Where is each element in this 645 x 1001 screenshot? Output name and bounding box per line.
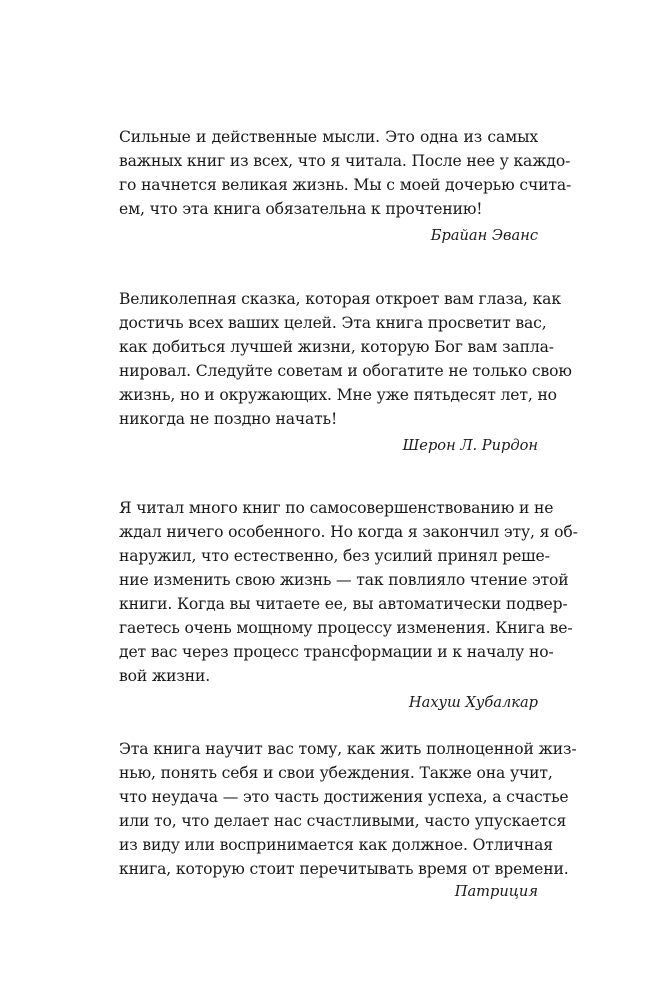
review-author: Патриция (454, 883, 538, 900)
review-line: или то, что делает нас счастливыми, часто упускается (119, 812, 567, 830)
review-line: ем, что эта книга обязательна к прочтению! (119, 200, 483, 218)
review-text (119, 496, 578, 688)
review-2 (119, 287, 572, 457)
review-author: Брайан Эванс (430, 227, 538, 244)
review-line: достичь всех ваших целей. Эта книга просветит вас, (119, 314, 547, 332)
review-line: как добиться лучшей жизни, которую Бог вам запла- (119, 338, 554, 356)
review-line: го начнется великая жизнь. Мы с моей дочерью счита- (119, 176, 572, 194)
review-text (119, 737, 577, 881)
review-line: никогда не поздно начать! (119, 410, 338, 428)
review-line: нировал. Следуйте советам и обогатите не только свою (119, 362, 572, 380)
review-text (119, 287, 572, 431)
review-3 (119, 496, 578, 714)
review-line: что неудача — это часть достижения успеха, а счастье (119, 788, 569, 806)
review-line: Я читал много книг по самосовершенствованию и не (119, 499, 554, 517)
review-text (119, 125, 572, 221)
review-line: ждал ничего особенного. Но когда я закончил эту, я об- (119, 523, 578, 541)
review-4 (119, 737, 577, 903)
review-line: Сильные и действенные мысли. Это одна из самых (119, 128, 538, 146)
review-line: ние изменить свою жизнь — так повлияло чтение этой (119, 571, 569, 589)
review-line: книга, которую стоит перечитывать время от времени. (119, 860, 569, 878)
review-line: важных книг из всех, что я читала. После нее у каждо- (119, 152, 571, 170)
review-line: из виду или воспринимается как должное. Отличная (119, 836, 553, 854)
review-line: гаетесь очень мощному процессу изменения. Книга ве- (119, 619, 573, 637)
review-author: Шерон Л. Рирдон (402, 437, 538, 454)
review-line: Эта книга научит вас тому, как жить полноценной жиз- (119, 740, 577, 758)
review-line: книги. Когда вы читаете ее, вы автоматически подвер- (119, 595, 568, 613)
review-line: нью, понять себя и свои убеждения. Также она учит, (119, 764, 553, 782)
review-line: наружил, что естественно, без усилий принял реше- (119, 547, 550, 565)
review-line: вой жизни. (119, 667, 211, 685)
review-line: Великолепная сказка, которая откроет вам глаза, как (119, 290, 561, 308)
review-author: Нахуш Хубалкар (408, 694, 538, 711)
review-1 (119, 125, 572, 247)
review-line: дет вас через процесс трансформации и к началу но- (119, 643, 554, 661)
review-line: жизнь, но и окружающих. Мне уже пятьдесят лет, но (119, 386, 557, 404)
